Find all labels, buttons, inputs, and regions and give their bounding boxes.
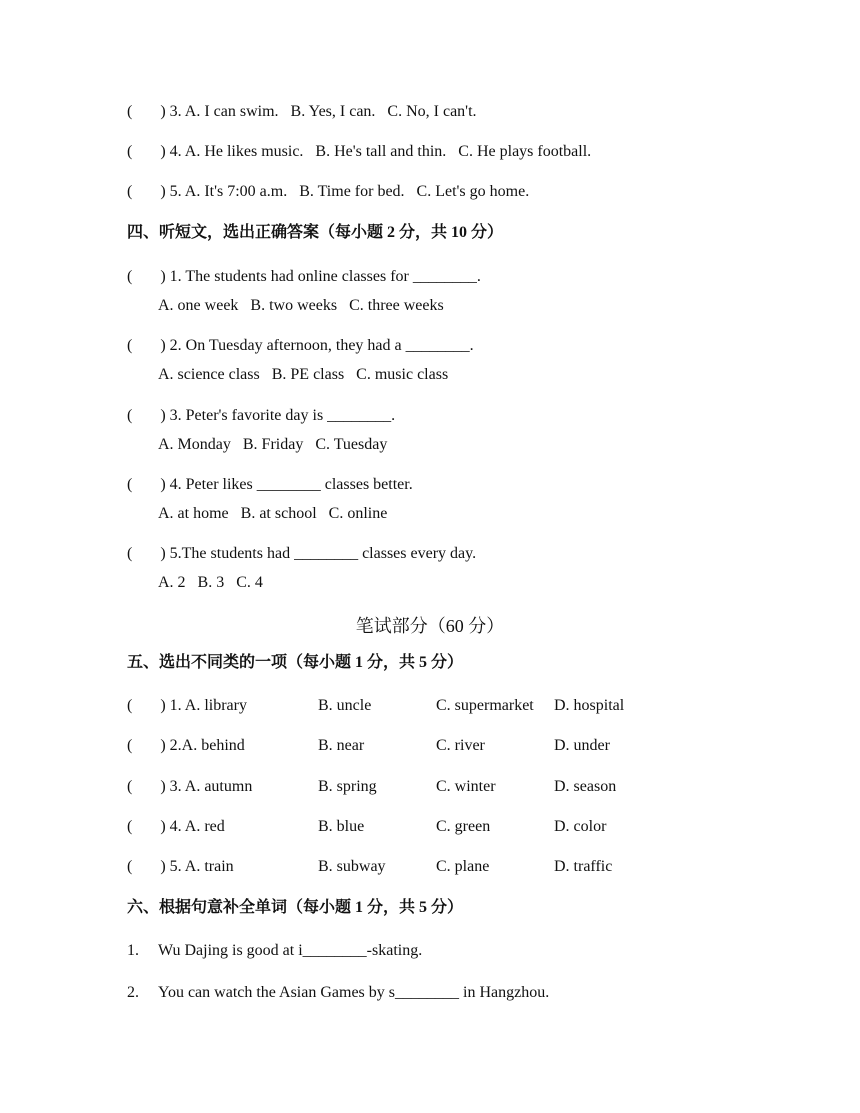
section4-options-2: A. science class B. PE class C. music class	[158, 366, 449, 383]
section4-heading: 四、听短文，选出正确答案（每小题 2 分，共 10 分）	[127, 224, 504, 241]
row-option-b: B. uncle	[318, 697, 372, 714]
row-option-d: D. color	[554, 818, 607, 835]
row-option-b: B. subway	[318, 858, 386, 875]
section6-item-2-text: You can watch the Asian Games by s________ in Hangzhou.	[158, 984, 550, 1001]
part3-item-4: ( ) 4. A. He likes music. B. He's tall and thin. C. He plays football.	[127, 143, 592, 160]
section6-item-1-number: 1.	[127, 942, 139, 959]
section4-options-1: A. one week B. two weeks C. three weeks	[158, 297, 444, 314]
section5-row-3	[127, 777, 747, 797]
written-part-title: 笔试部分（60 分）	[355, 616, 505, 636]
section4-question-5: ( ) 5.The students had ________ classes every day.	[127, 545, 477, 562]
row-option-c: C. river	[436, 737, 485, 754]
section6-item-1-text: Wu Dajing is good at i________-skating.	[158, 942, 423, 959]
section5-heading: 五、选出不同类的一项（每小题 1 分，共 5 分）	[127, 654, 464, 671]
section4-options-3: A. Monday B. Friday C. Tuesday	[158, 436, 388, 453]
row-option-d: D. season	[554, 778, 617, 795]
row-option-d: D. hospital	[554, 697, 625, 714]
section4-options-4: A. at home B. at school C. online	[158, 505, 388, 522]
row-option-a: ( ) 5. A. train	[127, 858, 234, 875]
row-option-b: B. blue	[318, 818, 365, 835]
section5-row-1	[127, 696, 747, 716]
part3-item-5: ( ) 5. A. It's 7:00 a.m. B. Time for bed. C. Let's go home.	[127, 183, 530, 200]
row-option-d: D. under	[554, 737, 610, 754]
section4-question-4: ( ) 4. Peter likes ________ classes better.	[127, 476, 413, 493]
section4-question-1: ( ) 1. The students had online classes for ________.	[127, 268, 481, 285]
row-option-c: C. winter	[436, 778, 496, 795]
row-option-b: B. near	[318, 737, 365, 754]
row-option-c: C. supermarket	[436, 697, 534, 714]
section5-row-4	[127, 817, 747, 837]
section5-row-2	[127, 736, 747, 756]
part3-item-3: ( ) 3. A. I can swim. B. Yes, I can. C. No, I can't.	[127, 103, 477, 120]
section6-heading: 六、根据句意补全单词（每小题 1 分，共 5 分）	[127, 899, 464, 916]
row-option-a: ( ) 2.A. behind	[127, 737, 245, 754]
row-option-a: ( ) 4. A. red	[127, 818, 225, 835]
row-option-d: D. traffic	[554, 858, 613, 875]
row-option-a: ( ) 3. A. autumn	[127, 778, 253, 795]
section4-question-2: ( ) 2. On Tuesday afternoon, they had a ________.	[127, 337, 474, 354]
row-option-b: B. spring	[318, 778, 377, 795]
section5-row-5	[127, 857, 747, 877]
row-option-c: C. plane	[436, 858, 490, 875]
section6-item-2-number: 2.	[127, 984, 139, 1001]
row-option-a: ( ) 1. A. library	[127, 697, 247, 714]
section4-options-5: A. 2 B. 3 C. 4	[158, 574, 263, 591]
row-option-c: C. green	[436, 818, 491, 835]
section4-question-3: ( ) 3. Peter's favorite day is ________.	[127, 407, 396, 424]
